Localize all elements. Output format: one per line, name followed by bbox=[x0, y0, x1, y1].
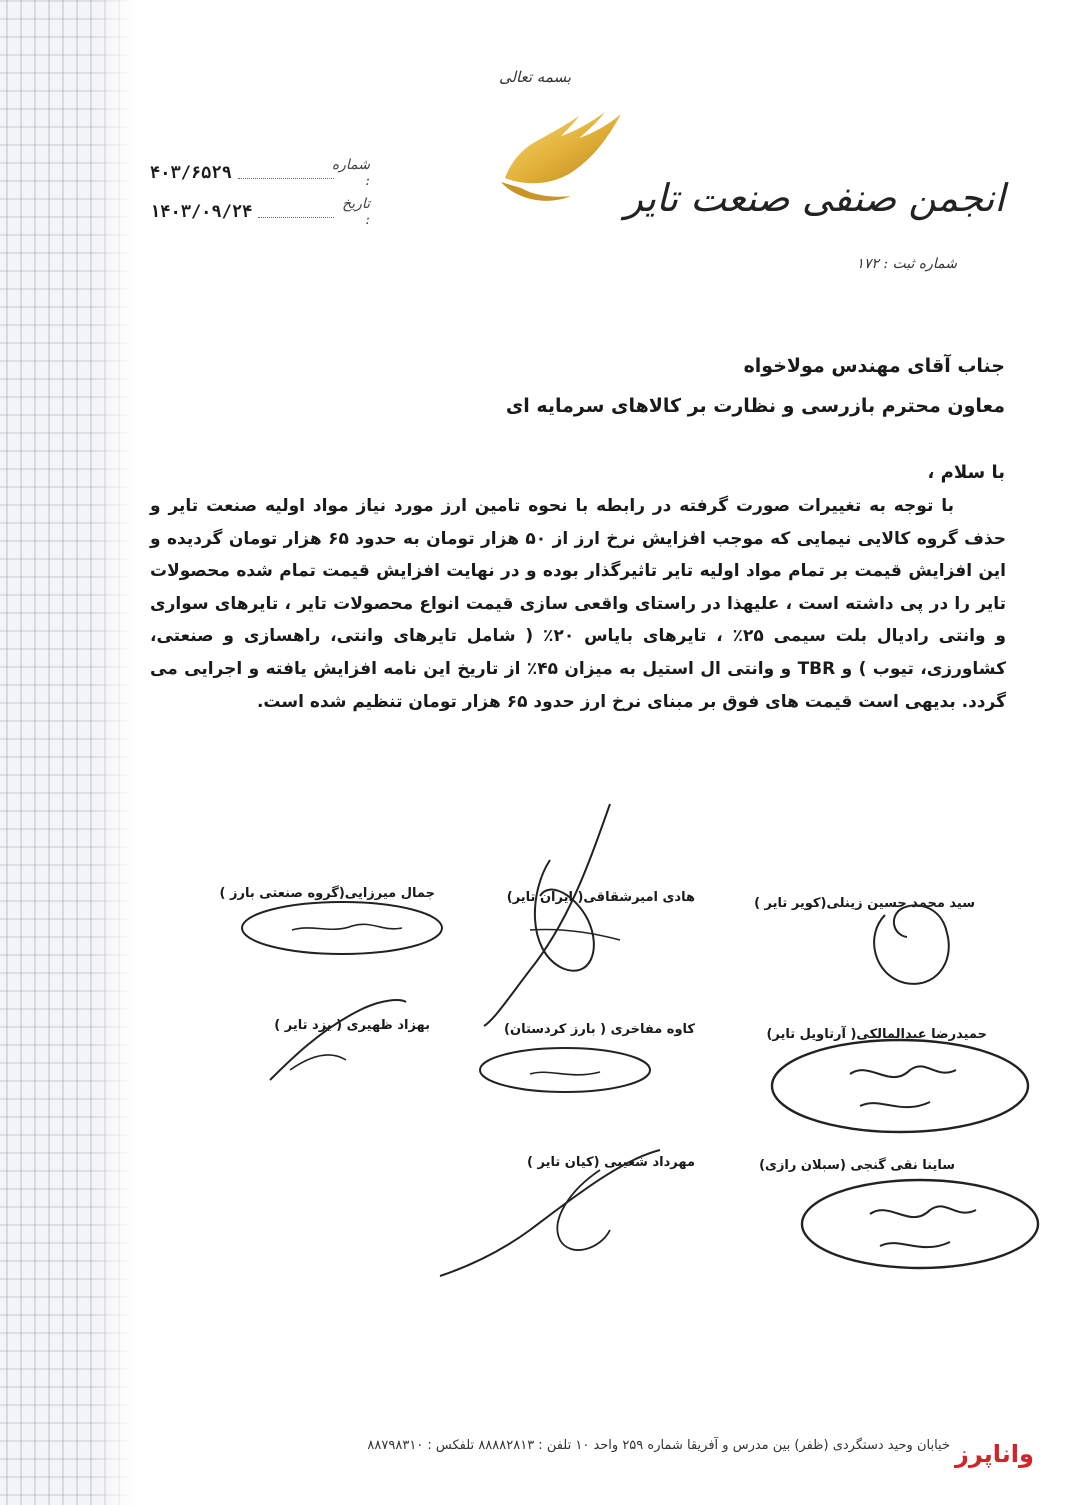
signatory-name: مهرداد شعیبی (کیان تایر ) bbox=[527, 1155, 695, 1170]
signatory-name: سید محمد حسین زینلی(کویر تایر ) bbox=[754, 896, 975, 911]
decorative-side-pattern bbox=[0, 0, 135, 1505]
signature-mark bbox=[760, 1030, 1040, 1140]
signatory-name: کاوه مفاخری ( بارز کردستان) bbox=[504, 1022, 695, 1037]
signatory-name: بهزاد ظهیری ( یزد تایر ) bbox=[274, 1018, 430, 1033]
signatory-name: ساینا نقی گنجی (سبلان رازی) bbox=[759, 1158, 955, 1173]
signature-mark bbox=[855, 875, 965, 995]
signature-mark bbox=[790, 1170, 1050, 1280]
signatory-name: حمیدرضا عبدالمالکی( آرتاویل تایر) bbox=[766, 1027, 987, 1042]
dotted-line bbox=[238, 168, 334, 179]
dotted-line bbox=[258, 207, 334, 218]
wing-logo-icon bbox=[495, 108, 635, 208]
organization-title: انجمن صنفی صنعت تایر bbox=[624, 176, 1005, 220]
letter-body-text: با توجه به تغییرات صورت گرفته در رابطه با نحوه تامین ارز مورد نیاز مواد اولیه صنعت تایر و حذف گروه کالایی نیمایی که موجب افزایش نرخ ارز از ۵۰ هزار تومان به حدود ۶۵ هزار تومان گردیده و این افزایش قیمت بر تمام مواد اولیه تایر تاثیرگذار بوده و در نهایت افزایش قیمت تمام شده محصولات تایر را در پی داشته است ، علیهذا در راستای واقعی سازی قیمت انواع محصولات تایر ، تایرهای سواری و وانتی رادیال بلت سیمی ۲۵٪ ، تایرهای بایاس ۲۰٪ ( شامل تایرهای وانتی، راهسازی و صنعتی، کشاورزی، تیوب ) و TBR و وانتی ال استیل به میزان ۴۵٪ از تاریخ این نامه افزایش یافته و اجرایی می گردد. بدیهی است قیمت های فوق بر مبنای نرخ ارز حدود ۶۵ هزار تومان تنظیم شده است. bbox=[150, 496, 1006, 712]
letter-date-row bbox=[150, 196, 370, 228]
registration-number: شماره ثبت : ۱۷۲ bbox=[856, 256, 957, 272]
signature-mark bbox=[470, 1040, 660, 1100]
greeting: با سلام ، bbox=[927, 462, 1005, 483]
addressee-name: جناب آقای مهندس مولاخواه bbox=[743, 355, 1005, 377]
letter-body bbox=[150, 490, 1006, 718]
letter-date-value: ۱۴۰۳/۰۹/۲۴ bbox=[150, 202, 253, 222]
signatory-name: هادی امیرشقاقی( ایران تایر) bbox=[506, 890, 695, 905]
letter-date-label: تاریخ : bbox=[342, 196, 370, 228]
letter-number-value: ۴۰۳/۶۵۲۹ bbox=[150, 163, 232, 183]
source-watermark: واناپرز bbox=[955, 1440, 1034, 1468]
footer-address: خیابان وحید دستگردی (ظفر) بین مدرس و آفریقا شماره ۲۵۹ واحد ۱۰ تلفن : ۸۸۸۸۲۸۱۳ تلفکس : ۸۸۷۹۸۳۱۰ bbox=[367, 1438, 950, 1453]
addressee-title: معاون محترم بازرسی و نظارت بر کالاهای سرمایه ای bbox=[505, 395, 1005, 417]
basmala: بسمه تعالی bbox=[498, 68, 572, 86]
signatory-name: جمال میرزایی(گروه صنعتی بارز ) bbox=[219, 886, 435, 901]
signature-mark bbox=[470, 800, 640, 1030]
letter-number-label: شماره : bbox=[331, 157, 370, 189]
letter-number-row bbox=[150, 157, 370, 189]
signature-mark bbox=[250, 990, 410, 1090]
